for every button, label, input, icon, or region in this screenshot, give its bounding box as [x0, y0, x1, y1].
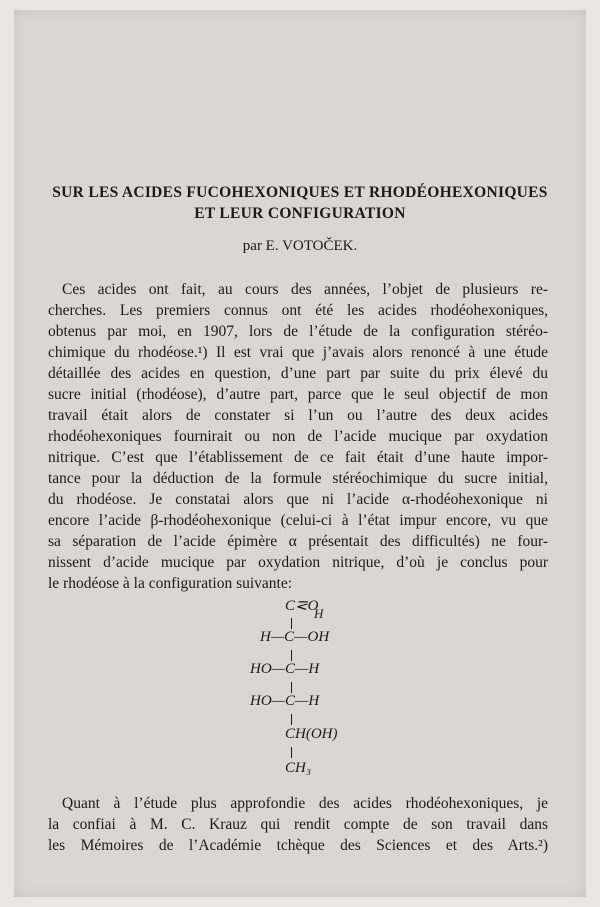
text-line: rhodéohexoniques fournirait ou non de l’acide mucique par oxydation [48, 428, 548, 445]
formula-row-1: H—C—OH [260, 629, 330, 645]
text-line: le rhodéose à la configuration suivante: [48, 575, 293, 592]
text-line: les Mémoires de l’Académie tchèque des Sciences et des Arts.²) [48, 837, 548, 854]
bond-line [291, 682, 292, 693]
formula-row-3: HO—C—H [250, 693, 320, 709]
text-line: la confiai à M. C. Krauz qui rendit compte de son travail dans [48, 816, 548, 833]
formula-aldehyde-h: H [314, 606, 324, 621]
text-line: obtenus par moi, en 1907, lors de l’étude de la configuration stéréo- [48, 323, 548, 340]
text-line: sucre initial (rhodéose), d’autre part, parce que le seul objectif de mon [48, 386, 548, 403]
bond-line [291, 714, 292, 725]
text-line: Quant à l’étude plus approfondie des acides rhodéohexoniques, je [62, 795, 548, 812]
bond-line [291, 618, 292, 629]
text-line: travail était alors de constater si l’un ou l’autre des deux acides [48, 407, 548, 424]
text-line: tance pour la déduction de la formule stéréochimique du sucre initial, [48, 470, 548, 487]
bond-line [291, 650, 292, 661]
text-line: détaillée des acides en question, d’une part par suite du prix élevé du [48, 365, 548, 382]
author-byline: par E. VOTOČEK. [242, 238, 358, 254]
text-line: nissent d’acide mucique par oxydation nitrique, d’où je conclus pour [48, 554, 548, 571]
formula-row-4: CH(OH) [285, 726, 338, 742]
text-line: chimique du rhodéose.¹) Il est vrai que j’avais alors renoncé à une étude [48, 344, 548, 361]
title-line-2: ET LEUR CONFIGURATION [194, 205, 406, 222]
bond-line [291, 747, 292, 758]
formula-row-2: HO—C—H [250, 661, 320, 677]
formula-row-5: CH₃ [285, 760, 312, 776]
text-line: Ces acides ont fait, au cours des années, l’objet de plusieurs re- [62, 281, 548, 298]
formula-aldehyde: C⋜O [285, 598, 319, 614]
text-line: du rhodéose. Je constatai alors que ni l’acide α-rhodéohexonique ni [48, 491, 548, 508]
text-line: cherches. Les premiers connus ont été les acides rhodéohexoniques, [48, 302, 548, 319]
text-line: nitrique. C’est que l’établissement de ce fait était d’une haute impor- [48, 449, 548, 466]
text-line: sa séparation de l’acide épimère α présentait des difficultés) ne four- [48, 533, 548, 550]
title-line-1: SUR LES ACIDES FUCOHEXONIQUES ET RHODÉOHEXONIQUES [52, 184, 548, 201]
text-line: encore l’acide β-rhodéohexonique (celui-ci à l’état impur encore, vu que [48, 512, 548, 529]
